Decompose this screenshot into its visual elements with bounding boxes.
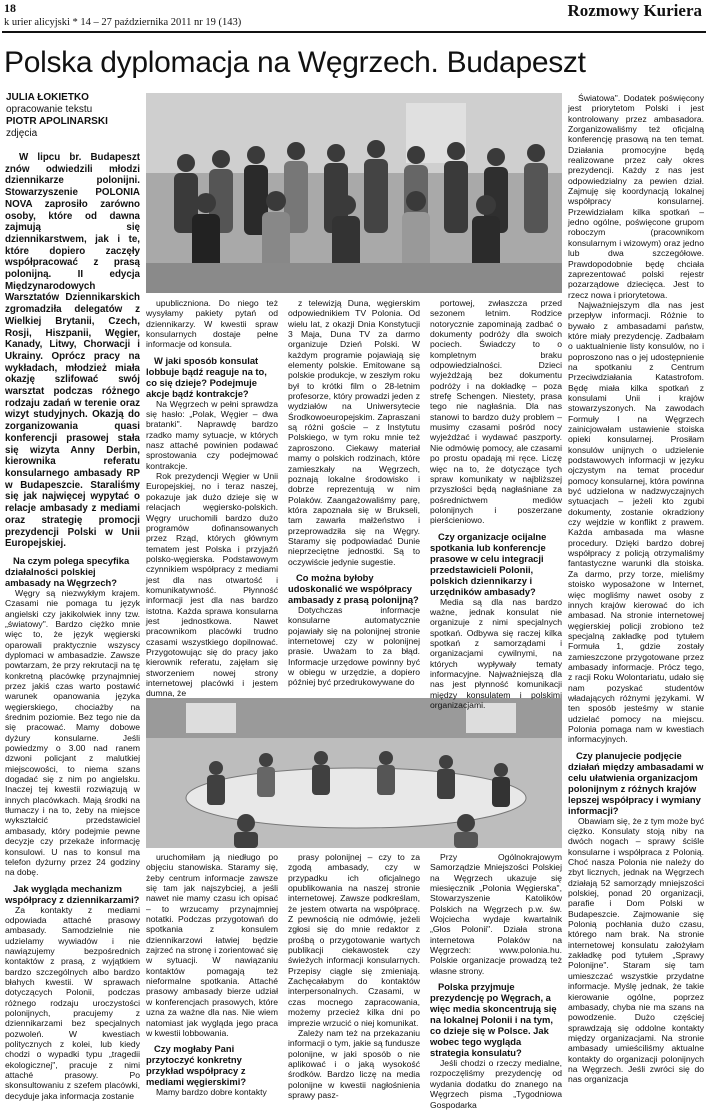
- page-number: 18: [4, 1, 16, 15]
- group-photo: [146, 93, 562, 293]
- paragraph: Jeśli chodzi o rzeczy medialne, rozpoczęliśmy prezydencję od wydania dodatku do znanego na Węgrzech pisma „Tygodniowa Gospodarka: [430, 1058, 562, 1110]
- paragraph: Węgry są niezwykłym krajem. Czasami nie pomaga tu język angielski czy jakikolwiek inny tzw. „światowy". Bardzo ciężko mnie więc to, że język węgierski oparowali praktycznie wszyscy dyplomaci w ambasadzie. Zawsze powtarzam, że przy rekrutacji na tę konkretną placówkę przynajmniej przez jakiś czas warto postawić warunek opanowania języka węgierskiego, chociażby na średnim poziomie. Bez tego nie da się pracować. Mamy dobowe dyżury konsularne. Jeśli powiedzmy o 3.00 nad ranem dzwoni policjant z malutkiej miejscowości, to niema szans dogadać się z nim po angielsku. Inaczej tej kwestii rozwiązują w innych placówkach. Mają środki na tłumaczy i na to, żeby na miejsce wykształcić przedstawiciel ambasady, który podejmie pewne decyzje czy przekaże informację konsulowi. U nas to konsul ma telefon dyżurny przez 24 godziny na dobę.: [5, 587, 140, 878]
- article-title: Polska dyplomacja na Węgrzech. Budapeszt: [4, 46, 586, 79]
- paragraph: Rok prezydencji Węgier w Unii Europejskiej, no i teraz naszej, pokazuje jak dużo dzieje się w relacjach węgiersko-polskich. Węgry uruchomili bardzo dużo programów dofinansowanych przez Rząd, których głównym tematem jest Polska i przyjaźń polsko-węgierska. Podstawowym czynnikiem współpracy z mediami jest dla nas otwartość i komunikatywność. Płynność informacji jest dla nas bardzo istotna. Każda sprawa konsularna jest jednostkowa. Nawet pracownikom placówki trudno czasami wszystkiego dopilnować. Przygotowując się do pracy jako kierownik referatu, zajęłam się stworzeniem nowej strony internetowej placówki i jestem dumna, że: [146, 471, 278, 699]
- column-2-top: [146, 298, 278, 699]
- question-heading: Na czym polega specyfika działalności polskiej ambasady na Węgrzech?: [5, 554, 130, 588]
- paragraph: portowej, zwłaszcza przed sezonem letnim. Rodzice notorycznie zapominają zadbać o dokumenty podróży dla swoich pociech. Świadczy to o kompletnym braku odpowiedzialności. Dzieci wyjeżdżają bez dokumentu podróży i na dokładkę – poza strefę Schengen. Niestety, prasa tego nie nagłaśnia. Dla nas stanowi to bardzo duży problem – musimy czasami pośród nocy wyjeżdżać i wydawać paszporty. Nie odmówię pomocy, ale czasami po prostu opadają mi ręce. Liczę więc na to, że dotyczące tych spraw komunikaty w najbliższej przyszłości będą nagłaśniane za pośrednictwem mediów polonijnych i poszerzane pierścieniowo.: [430, 298, 562, 526]
- paragraph: Obawiam się, że z tym może być ciężko. Konsulaty stoją niby na dwóch nogach – sprawy ściśle konsularne i współpraca z Polonią. Choć nasza Polonia nie należy do zbyt licznych, jednak na Węgrzech działają 52 samorządy mniejszości polskiej, ponad 20 organizacji, parafie i Dom Polski w Budapeszcie. Zajmowanie się Polonią pochłania dużo czasu, którego nam brak. Na stronie internetowej konsulatu założyłam zakładkę pod tytułem „Sprawy Polonijne". Staram się tam umieszczać wszystkie przydatne informacje. Myślę jednak, że takie kierowanie ogólne, poprzez ambasady, chyba nie ma szans na powodzenie. Dużo częściej sprawdzają się oddolne kontakty między organizacjami. Na stronie ambasady umieściliśmy aktualne kontakty do organizacji polonijnych na Węgrzech. Jeśli zwróci się do nas organizacja: [568, 815, 704, 1085]
- paragraph: Przy Ogólnokrajowym Samorządzie Mniejszości Polskiej na Węgrzech ukazuje się miesięcznik „Polonia Węgierska", Stowarzyszenie Katolików Polskich na Węgrzech p.w. św. Wojciecha wydaje kwartalnik „Głos Polonii". Działa strona internetowa Polaków na Węgrzech: www.polonia.hu. Polskie organizacje prowadzą też własne strony.: [430, 852, 562, 976]
- photographer-role: zdjęcia: [6, 128, 38, 139]
- question-heading: Polska przyjmuje prezydencję po Węgrach, a więc media skoncentrują się na lokalnej Polonii i na tym, co dzieje się w Polsce. Jak wobec tego wygląda strategia konsulatu?: [430, 981, 557, 1059]
- author-name: JULIA ŁOKIETKO: [6, 92, 89, 103]
- column-2-bottom: [146, 852, 278, 1098]
- paragraph: Zależy nam też na przekazaniu informacji o tym, jakie są fundusze polonijne, w jaki sposób o nie aplikować i o jaką wysokość środków. Bardzo liczę na media polonijne w kwestii nagłośnienia sprawy pasz-: [288, 1027, 420, 1100]
- paragraph: Za kontakty z mediami odpowiada attaché prasowy ambasady. Samodzielnie nie udzielamy wywiadów i nie nawiązujemy bezpośrednich kontaktów z prasą, z wyjątkiem bardzo szczególnych albo bardzo błahych kwestii. W sprawach dotyczących Polonii, podczas różnego rodzaju uroczystości polonijnych, pracujemy z dziennikarzami bez specjalnych pozwoleń. W kwestiach politycznych z kolei, lub kiedy chodzi o wypadki typu „tragedii ekologicznej", pracuje z nimi attaché prasowy. Po skonsultowaniu z szefem placówki, decyduje jaka informacja zostanie: [5, 904, 140, 1101]
- column-4-top: [430, 298, 562, 710]
- header-rule: [2, 31, 706, 33]
- author-role: opracowanie tekstu: [6, 104, 93, 115]
- photographer-name: PIOTR APOLINARSKI: [6, 116, 108, 127]
- workshop-photo: [146, 698, 562, 848]
- question-heading: Jak wygląda mechanizm współpracy z dziennikarzami?: [5, 882, 140, 905]
- column-3-bottom: [288, 852, 420, 1098]
- question-heading: Czy organizacje ocijalne spotkania lub konferencje prasowe w celu integracji przedstawicieli Polonii, polskich dziennikarzy i urzędników ambasady?: [430, 530, 547, 597]
- issue-info: k urier alicyjski * 14 – 27 października 2011 nr 19 (143): [4, 17, 242, 28]
- paragraph: Dotychczas informacje konsularne automatycznie pojawiały się na polonijnej stronie internetowej czy w polonijnej prasie. Uważam to za błąd. Informacje urzędowe powinny być w obiegu w urzędzie, a dopiero później być przedrukowywane do: [288, 604, 420, 688]
- question-heading: Czy mogłaby Pani przytoczyć konkretny przykład współpracy z mediami węgierskimi?: [146, 1043, 247, 1088]
- section-title: Rozmowy Kuriera: [567, 1, 702, 20]
- paragraph: Mamy bardzo dobre kontakty: [156, 1087, 267, 1098]
- credits: [6, 92, 146, 140]
- column-5: [568, 93, 704, 1098]
- paragraph: upubliczniona. Do niego też wysyłamy pakiety pytań od dziennikarzy. W kwestii spraw konsularnych dostaje pełne informacje od konsula.: [146, 298, 278, 350]
- column-4-bottom: [430, 852, 562, 1110]
- column-1: [5, 152, 140, 1101]
- column-3-top: [288, 298, 420, 694]
- paragraph: Media są dla nas bardzo ważne, jednak konsulat nie organizuje z nimi specjalnych spotkań. Odbywa się raczej kilka spotkań z samorządami i organizacjami cywilnymi, na których wypływały tematy informacyjne. Najważniejszą dla nas jest płynność komunikacji między konsulatem i polskimi organizacjami.: [430, 596, 562, 710]
- question-heading: W jaki sposób konsulat lobbuje bądź reaguje na to, co się dzieje? Podejmuje akcje bądź kontrakcje?: [146, 354, 267, 399]
- lead-paragraph: W lipcu br. Budapeszt znów odwiedzili młodzi dziennikarze polonijni. Stowarzyszenie POLONIA NOVA zaprosiło zarówno osoby, które od dawna zajmują się dziennikarstwem, jak i te, które dopiero zaczęły współpracować z prasą polonijną. II edycja Międzynarodowych Warsztatów Dziennikarskich zgromadziła delegatów z Wielkiej Brytanii, Czech, Rosji, Hiszpanii, Węgier, Kanady, Litwy, Chorwacji i Ukrainy. Oprócz pracy na wykładach, młodzież miała okazję szlifować swój warsztat podczas różnego rodzaju zadań w terenie oraz wizyt studyjnych. Okazją do zorganizowania quasi konferencji prasowej stała się wizyta Anny Derbin, kierownika referatu konsularnego ambasady RP w Budapeszcie. Staraliśmy się jak najwięcej wypytać o relacje ambasady z mediami oraz strategię promocji prezydencji Polski w Unii Europejskiej.: [5, 152, 140, 550]
- paragraph: uruchomiłam ją niedługo po objęciu stanowiska. Staramy się, żeby centrum informacje zawsze się tam jak najszybciej, a jeśli nawet nie mamy czasu ich opisać – to wrzucamy przynajmniej notatki. Podczas przygotowań do spotkania z konsulem dziennikarzowi łatwiej będzie zajrzeć na stronę i zorientować się w sytuacji. W nawiązaniu kontaktów pomagają też nieformalne spotkania. Attaché prasowy ambasady bierze udział w konferencjach prasowych, które uzna za ważne dla nas. Nie wiem natomiast jak wygląda jego praca w kwestii lobbowania.: [146, 852, 278, 1038]
- question-heading: Czy planujecie podjęcie działań między ambasadami w celu ułatwienia organizacjom polonijnym z różnych krajów lepszej współpracy i wymiany informacji?: [568, 749, 704, 816]
- paragraph: Światowa". Dodatek poświęcony jest priorytetom Polski i jest kontrolowany przez ambasadora. Zorganizowaliśmy też oficjalną konferencję prasową na ten temat. Działania promocyjne będą realizowane przez cały okres prezydencji. Każdy z nas jest odpowiedzialny za pewien dział. Zajmuję się koordynacją lokalnej współpracy konsularnej. Przewidziałam kilka spotkań – jedno ogólne, poświęcone grupom roboczym (pracownikom konsularnym i wizowym) oraz jedno lub dwa szczegółowe. Prawdopodobnie będę chciała zaprezentować polski rejestr pozarządowe dziecięca. Jest to rzecz nowa i priorytetowa.: [568, 93, 704, 300]
- paragraph: z telewizją Duna, węgierskim odpowiednikiem TV Polonia. Od wielu lat, z okazji Dnia Konstytucji 3 Maja, Duna TV za darmo organizuje Dzień Polski. W każdym programie pojawiają się elementy polskie. Emitowane są polskie produkcje, w zeszłym roku był to krótki film o 28-letnim profesorze, który prowadzi jeden z wydziałów na Uniwersytecie Środkowoeuropejskim. Zapraszani są różni goście – z Instytutu Polskiego, w tym roku mnie też zaproszono. Ciekawy materiał mamy o polskich rodzinach, które zamieszkały na Węgrzech, poznają lokalne środowisko i dobrze reprezentują w nim Polaków. Zaangażowaliśmy parę, która zapoznała się w Brukseli, tam zawarła małżeństwo i przeprowadziła się na Węgry. Staramy się podpowiadać Dunie nieprzeciętne jednostki. Są to oczywiście jedynie sugestie.: [288, 298, 420, 567]
- paragraph: Najważniejszym dla nas jest przepływ informacji. Różnie to bywało z ambasadami państw, które miały prezydencję. Zadbałam o uaktualnienie listy konsulów, no i poproszono nas o jej udostępnienie na spotkaniu z Centrum Przeciwdziałania Katastrofom. Będę miała kilka spotkań z konsulami Unii i krajów stowarzyszonych. Na zawodach Formuły I na Węgrzech zainicjowałam ustawienie stoiska opieki konsularnej. Prosiłam konsulów unijnych o udzielenie podstawowych informacji w języku ojczystym na temat procedur pomocy konsularnej, która powinna być udzielona w nadzwyczajnych sytuacjach – jeżeli kto zgubi dokumenty, zostanie okradziony czy wejdzie w konflikt z prawem. Każda ambasada ma własne procedury. Dzięki bardzo dobrej współpracy z policją otrzymaliśmy fantastyczne warunki dla stoiska. Za darmo, przy torze, mieliśmy stoisko wyposażone w Internet, więc mogliśmy nawet osoby z innych krajów kierować do ich ambasad. Na stronie internetowej węgierskiej policji zrobiono też specjalną zakładkę pod tytułem Formuła 1, gdzie zostały zamieszczone przygotowane przez ambasady informacje. Prócz tego, z racji Roku Wolontariatu, udało się nam pozyskać studentów władających różnymi językami. W ten sposób jesteśmy w stanie udzielać pomocy na miejscu. Polonia pomaga nam w kwestiach informacyjnych.: [568, 299, 704, 745]
- question-heading: Co można byłoby udoskonalić we współpracy ambasady z prasą polonijną?: [288, 571, 419, 605]
- paragraph: prasy polonijnej – czy to za zgodą ambasady, czy w przypadku ich oficjalnego opublikowania na naszej stronie internetowej. Zawsze podkreślam, że jestem otwarta na współpracę. Z pewnością nie odmówię, jeżeli zgłosi się do mnie redaktor z prośbą o przygotowanie wartych publikacji ciekawostek czy świeżych informacji konsularnych. Przepisy ciągle się zmieniają. Zachęcałabym do kontaktów interpersonalnych. Czasami, w czas mocnego zapracowania, możemy przecież kilka dni po imprezie wrzucić o niej komunikat.: [288, 852, 420, 1028]
- paragraph: Na Węgrzech w pełni sprawdza się hasło: „Polak, Węgier – dwa bratanki". Naprawdę bardzo rzadko mamy sytuacje, w których nasz attaché powinien podawać sprostowania czy podejmować kontrakcje.: [146, 398, 278, 471]
